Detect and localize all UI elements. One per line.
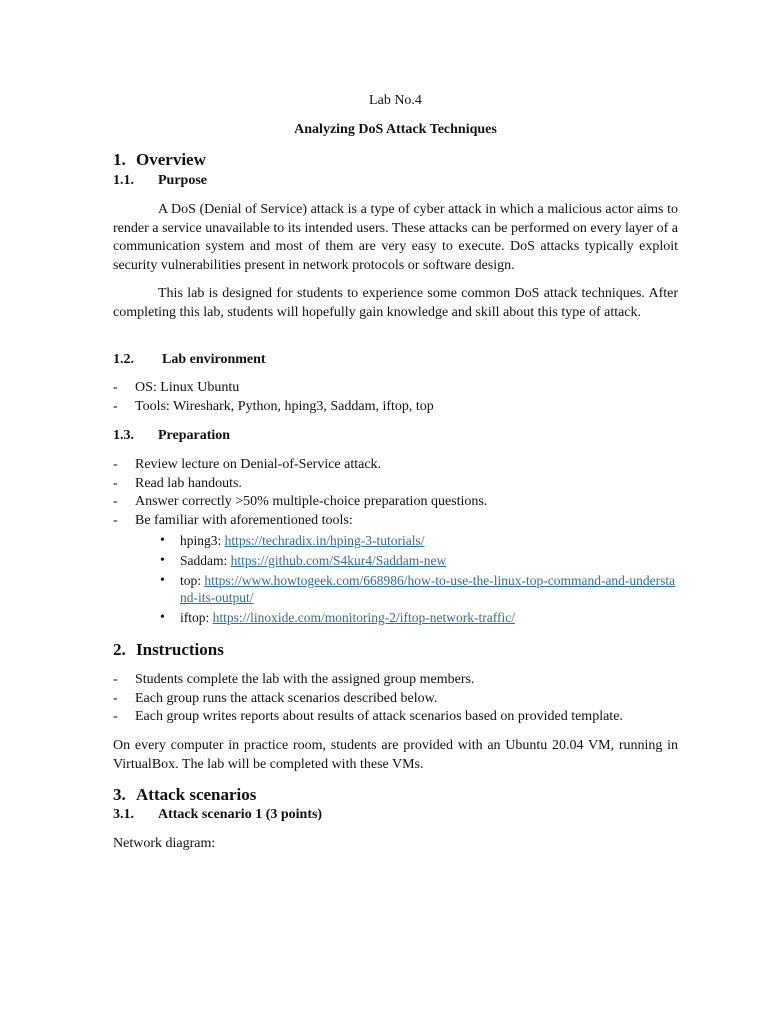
bullet-marker: • (160, 573, 165, 588)
tool-name: iftop: (180, 610, 210, 625)
subsection-title: Preparation (158, 428, 231, 443)
purpose-paragraph-1: A DoS (Denial of Service) attack is a type of cyber attack in which a malicious actor aims to render a service unavailable to its intended users. These attacks can be performed on every layer of a communication system and most of them are very easy to execute. DoS attacks typically exploit security vulnerabilities present in network protocols or software design. (113, 202, 678, 273)
subsection-environment-heading (113, 352, 266, 368)
purpose-paragraph-2: This lab is designed for students to experience some common DoS attack techniques. After completing this lab, students will hopefully gain knowledge and skill about this type of attack. (113, 286, 678, 320)
tool-link-iftop[interactable]: https://linoxide.com/monitoring-2/iftop-network-traffic/ (212, 610, 515, 625)
section-attacks-heading (113, 785, 256, 805)
section-title: Instructions (136, 640, 224, 659)
lab-number: Lab No.4 (369, 93, 422, 108)
instructions-list (113, 671, 678, 727)
section-number: 1. (113, 150, 126, 169)
dash-marker: - (113, 475, 118, 491)
bullet-marker: • (160, 553, 165, 568)
dash-marker: - (113, 380, 118, 395)
bullet-marker: • (160, 533, 165, 548)
tool-link-hping3[interactable]: https://techradix.in/hping-3-tutorials/ (224, 533, 425, 548)
subsection-scenario1-heading (113, 807, 322, 823)
tool-name: Saddam: (180, 553, 228, 568)
list-item (158, 532, 678, 549)
subsection-title: Attack scenario 1 (3 points) (158, 807, 323, 822)
dash-marker: - (113, 457, 118, 472)
network-diagram-label: Network diagram: (113, 836, 216, 851)
list-item: - Tools: Wireshark, Python, hping3, Saddam, iftop, top (113, 398, 678, 417)
subsection-number: 3.1. (113, 807, 134, 822)
tool-link-top[interactable]: https://www.howtogeek.com/668986/how-to-use-the-linux-top-command-and-understand-its-output/ (180, 573, 676, 605)
dash-marker: - (113, 709, 118, 724)
subsection-number: 1.2. (113, 352, 134, 367)
tool-name: hping3: (180, 533, 222, 548)
subsection-purpose-heading (113, 173, 207, 189)
list-item: - Read lab handouts. (113, 475, 678, 494)
section-title: Attack scenarios (136, 785, 257, 804)
section-overview-heading (113, 150, 206, 170)
list-item: - Answer correctly >50% multiple-choice preparation questions. (113, 493, 678, 512)
tool-name: top: (180, 573, 202, 588)
list-item (158, 572, 678, 606)
dash-marker: - (113, 690, 118, 706)
list-item: - Students complete the lab with the assigned group members. (113, 671, 678, 690)
section-number: 2. (113, 640, 126, 659)
lab-title: Analyzing DoS Attack Techniques (294, 122, 497, 137)
subsection-title: Purpose (158, 173, 207, 188)
dash-marker: - (113, 672, 118, 687)
subsection-number: 1.1. (113, 173, 134, 188)
subsection-title: Lab environment (162, 352, 266, 367)
dash-marker: - (113, 398, 118, 414)
list-item: - Be familiar with aforementioned tools: (113, 512, 678, 531)
subsection-number: 1.3. (113, 428, 134, 443)
list-item: - Review lecture on Denial-of-Service attack. (113, 456, 678, 475)
environment-list (113, 379, 678, 416)
section-title: Overview (136, 150, 206, 169)
list-item: - OS: Linux Ubuntu (113, 379, 678, 398)
preparation-list (113, 456, 678, 530)
section-number: 3. (113, 785, 126, 804)
tool-link-saddam[interactable]: https://github.com/S4kur4/Saddam-new (230, 553, 447, 568)
dash-marker: - (113, 512, 118, 528)
section-instructions-heading (113, 640, 224, 660)
list-item (158, 552, 678, 569)
list-item (158, 609, 678, 626)
list-item: - Each group runs the attack scenarios described below. (113, 690, 678, 709)
list-item: - Each group writes reports about results of attack scenarios based on provided template. (113, 708, 678, 727)
bullet-marker: • (160, 610, 165, 625)
subsection-preparation-heading (113, 428, 230, 444)
tools-bullet-list (158, 532, 678, 629)
instructions-paragraph: On every computer in practice room, students are provided with an Ubuntu 20.04 VM, running in VirtualBox. The lab will be completed with these VMs. (113, 738, 678, 772)
dash-marker: - (113, 494, 118, 509)
